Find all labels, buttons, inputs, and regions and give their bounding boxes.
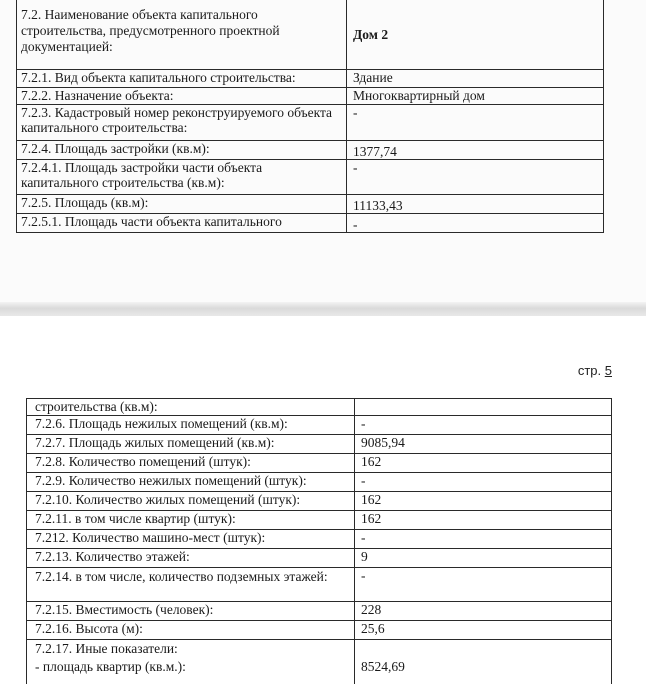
table-row [27,454,612,473]
row-label: 7.2.11. в том числе квартир (штук): [27,511,355,530]
row-label: 7.2.4. Площадь застройки (кв.м): [17,140,347,159]
table-row [27,399,612,416]
row-value [355,399,612,416]
object-characteristics-table-bottom [26,398,612,684]
row-value: Здание [347,69,604,87]
row-label-line: 7.2.17. Иные показатели: [35,641,178,656]
row-label: 7.2.13. Количество этажей: [27,549,355,568]
row-label: 7.2.9. Количество нежилых помещений (штук): [27,473,355,492]
table-row [17,213,604,232]
page-number-prefix: стр. [577,363,602,378]
row-label: 7.2.4.1. Площадь застройки части объекта капитального строительства (кв.м): [17,159,347,194]
row-value: - [355,473,612,492]
table-row [27,473,612,492]
row-value: 9085,94 [355,435,612,454]
row-value: Дом 2 [347,0,604,69]
row-value: - [355,568,612,602]
row-label: 7.2.14. в том числе, количество подземных этажей: [27,568,355,602]
row-value: - [347,104,604,140]
row-label: 7.2.5. Площадь (кв.м): [17,194,347,213]
row-label: 7.2.16. Высота (м): [27,621,355,640]
row-label: 7.2.8. Количество помещений (штук): [27,454,355,473]
row-label: 7.2.2. Назначение объекта: [17,87,347,104]
row-label: 7.2.6. Площадь нежилых помещений (кв.м): [27,416,355,435]
table-row [27,416,612,435]
row-label: 7.2.1. Вид объекта капитального строительства: [17,69,347,87]
row-label-sub: - площадь квартир (кв.м.): [35,659,186,674]
row-value: 162 [355,454,612,473]
table-row [17,0,604,69]
table-row [27,621,612,640]
row-label: 7.2.7. Площадь жилых помещений (кв.м): [27,435,355,454]
table-row [17,104,604,140]
row-value: Многоквартирный дом [347,87,604,104]
table-row [27,435,612,454]
row-value: 25,6 [355,621,612,640]
page-separator [0,302,646,316]
row-label: строительства (кв.м): [27,399,355,416]
row-label: 7.2.3. Кадастровый номер реконструируемого объекта капитального строительства: [17,104,347,140]
row-value: 162 [355,492,612,511]
row-value: - [355,416,612,435]
row-label: 7.212. Количество машино-мест (штук): [27,530,355,549]
row-value: 9 [355,549,612,568]
page-number-value: 5 [604,363,612,378]
row-label: 7.2. Наименование объекта капитального строительства, предусмотренного проектной документацией: [17,0,347,69]
row-label: 7.2.5.1. Площадь части объекта капитального [17,213,347,232]
table-row [27,511,612,530]
row-value: - [355,530,612,549]
table-row [17,87,604,104]
object-characteristics-table-top [16,0,604,233]
table-row [27,568,612,602]
table-row [27,602,612,621]
table-row [17,140,604,159]
row-value: - [347,213,604,232]
row-value: 11133,43 [347,194,604,213]
table-row [17,159,604,194]
table-row [17,69,604,87]
row-value: 162 [355,511,612,530]
row-value: 1377,74 [347,140,604,159]
table-row [27,530,612,549]
page-number [578,363,612,378]
table-row [27,492,612,511]
row-value: 228 [355,602,612,621]
table-row [27,549,612,568]
row-value: - [347,159,604,194]
table-row [17,194,604,213]
row-label: 7.2.10. Количество жилых помещений (штук): [27,492,355,511]
row-value: 8524,69 [355,640,612,684]
row-label: 7.2.15. Вместимость (человек): [27,602,355,621]
